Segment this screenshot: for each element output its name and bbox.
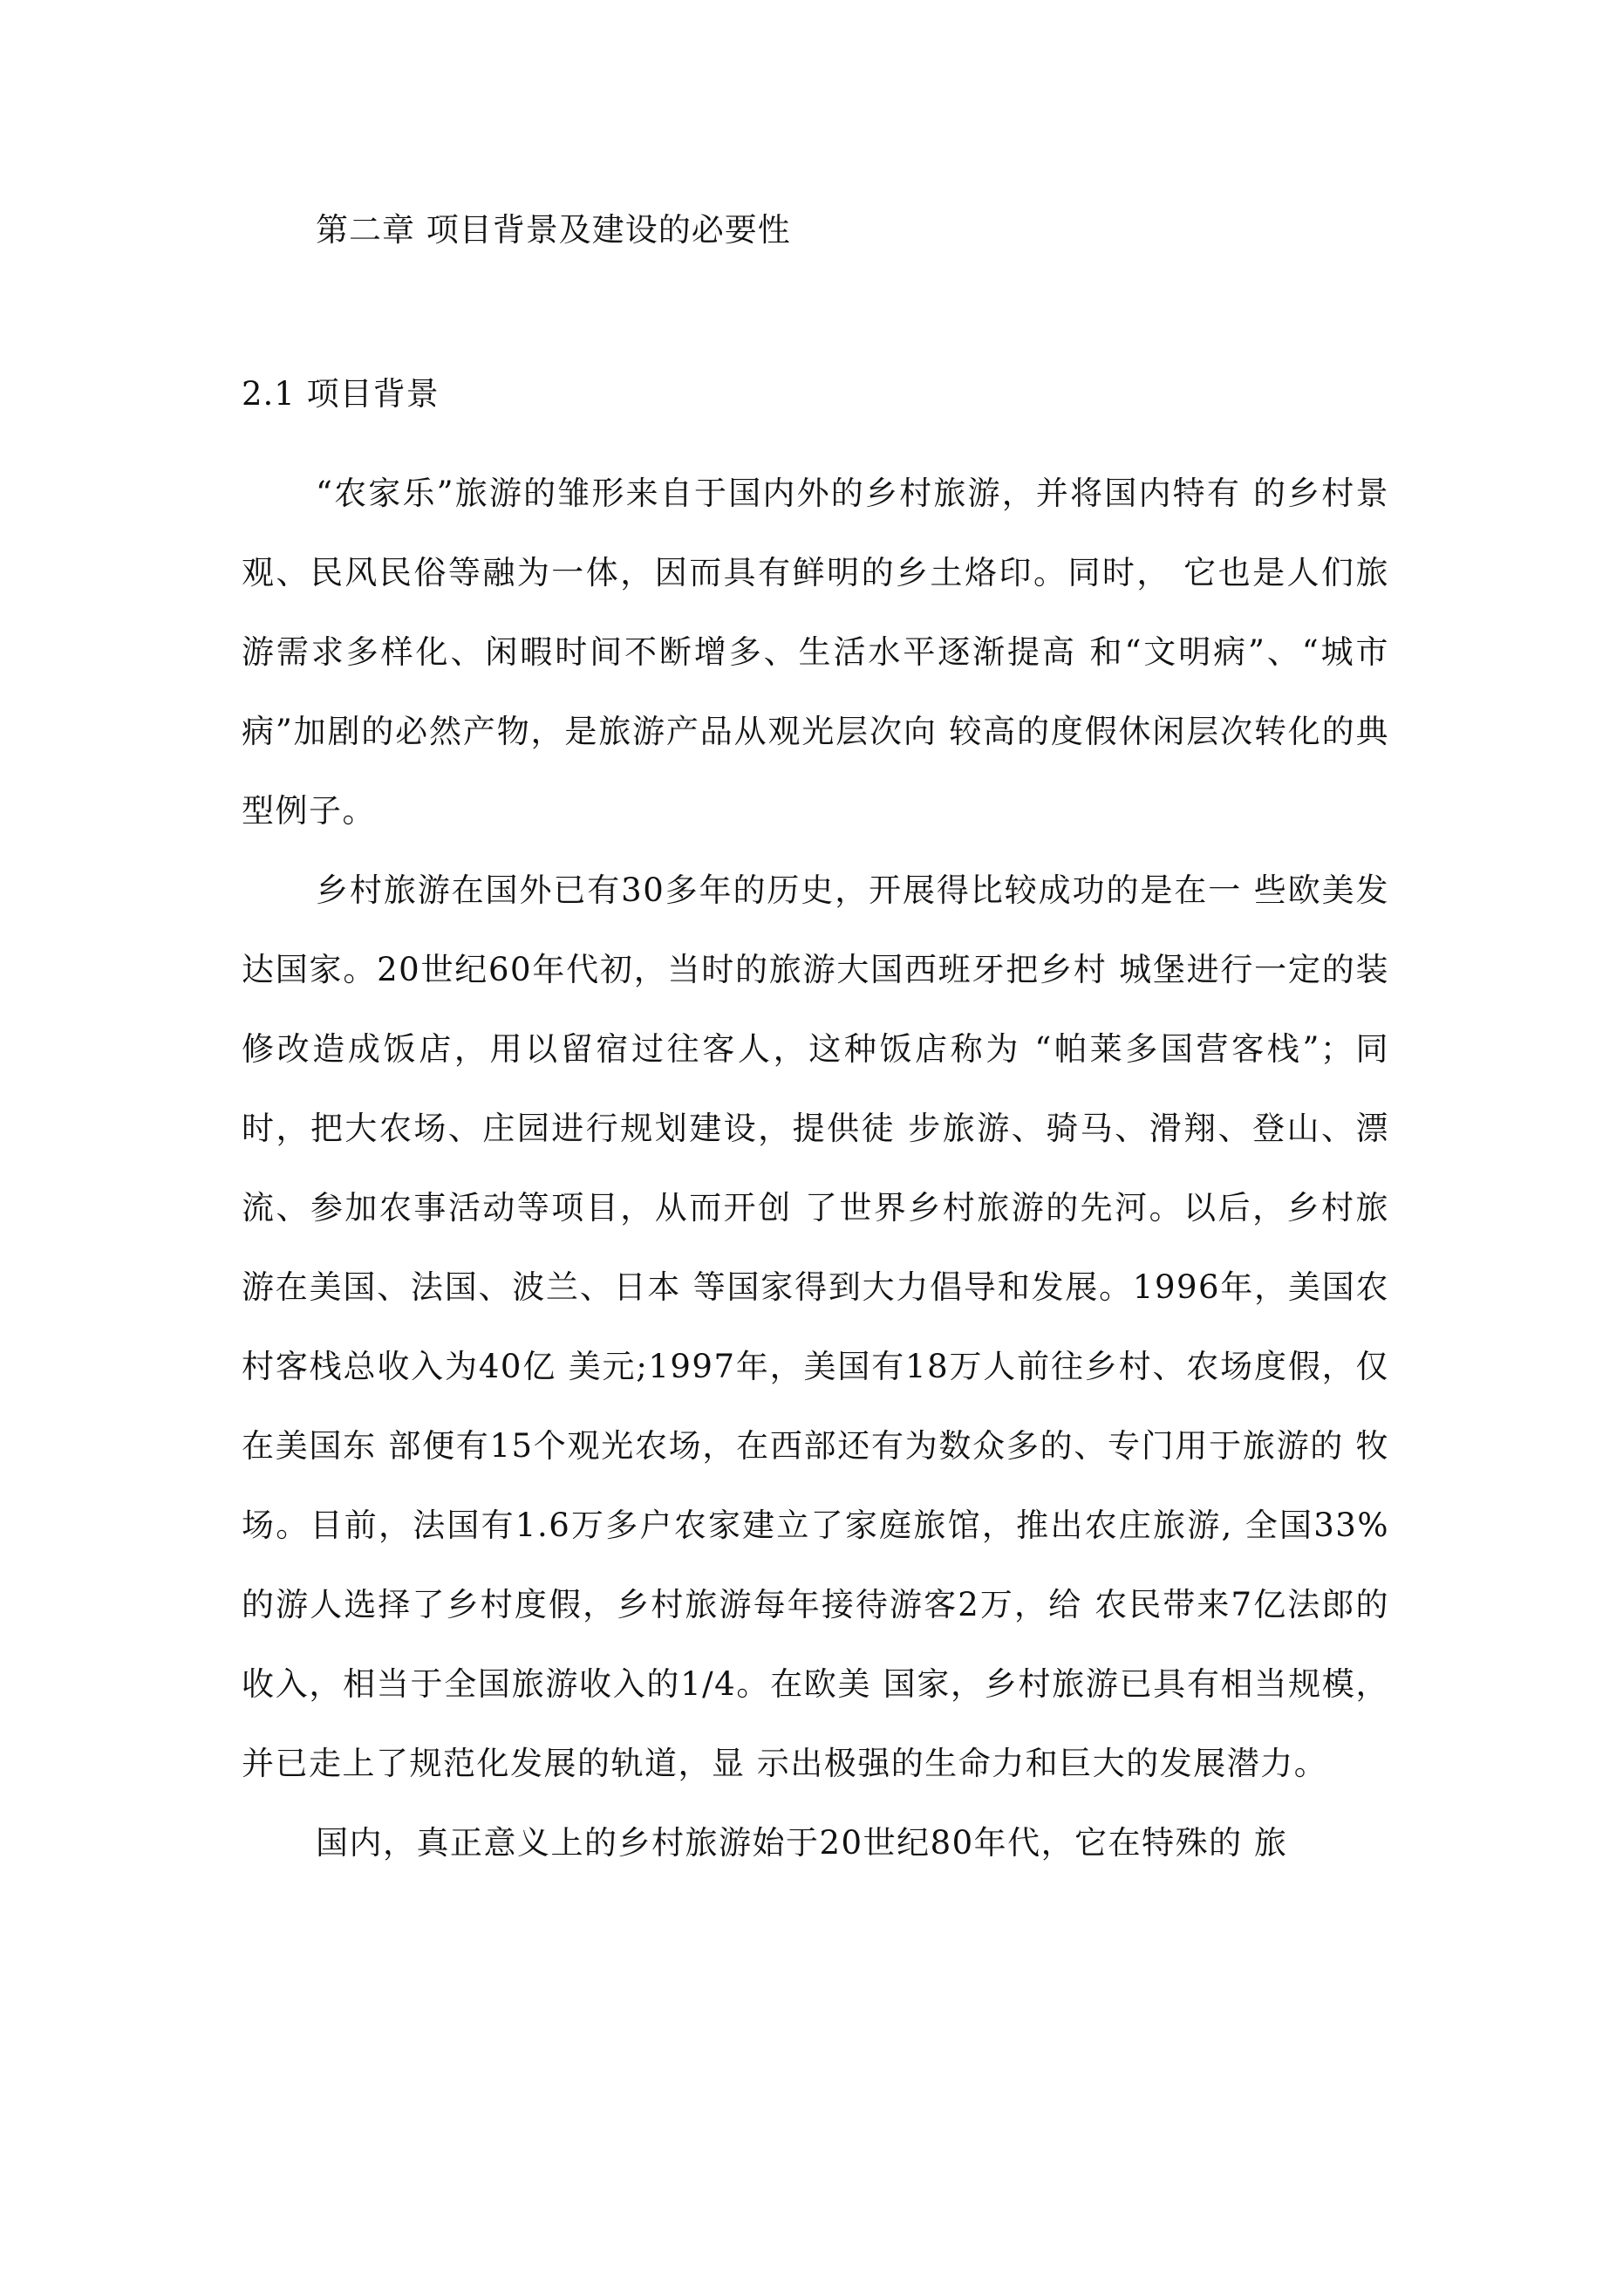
- paragraph: 国内，真正意义上的乡村旅游始于20世纪80年代，它在特殊的 旅: [316, 1824, 1288, 1862]
- body-text: [242, 454, 1389, 1883]
- chapter-title: 第二章 项目背景及建设的必要性: [316, 211, 791, 249]
- section-heading: 2.1 项目背景: [242, 375, 440, 413]
- paragraph: 乡村旅游在国外已有30多年的历史，开展得比较成功的是在一 些欧美发达国家。20世纪60年代初，当时的旅游大国西班牙把乡村 城堡进行一定的装修改造成饭店，用以留宿过往客人，这种饭店称为 “帕莱多国营客栈”；同时，把大农场、庄园进行规划建设，提供徒 步旅游、骑马、滑翔、登山、漂流、参加农事活动等项目，从而开创 了世界乡村旅游的先河。以后，乡村旅游在美国、法国、波兰、日本 等国家得到大力倡导和发展。1996年，美国农村客栈总收入为40亿 美元;1997年，美国有18万人前往乡村、农场度假，仅在美国东 部便有15个观光农场，在西部还有为数众多的、专门用于旅游的 牧场。目前，法国有1.6万多户农家建立了家庭旅馆，推出农庄旅游, 全国33%的游人选择了乡村度假，乡村旅游每年接待游客2万，给 农民带来7亿法郎的收入，相当于全国旅游收入的1/4。在欧美 国家，乡村旅游已具有相当规模，并已走上了规范化发展的轨道，显 示出极强的生命力和巨大的发展潜力。: [242, 871, 1389, 1782]
- paragraph: “农家乐”旅游的雏形来自于国内外的乡村旅游，并将国内特有 的乡村景观、民风民俗等融为一体，因而具有鲜明的乡土烙印。同时， 它也是人们旅游需求多样化、闲暇时间不断增多、生活水平逐渐提高 和“文明病”、“城市病”加剧的必然产物，是旅游产品从观光层次向 较高的度假休闲层次转化的典型例子。: [242, 475, 1389, 830]
